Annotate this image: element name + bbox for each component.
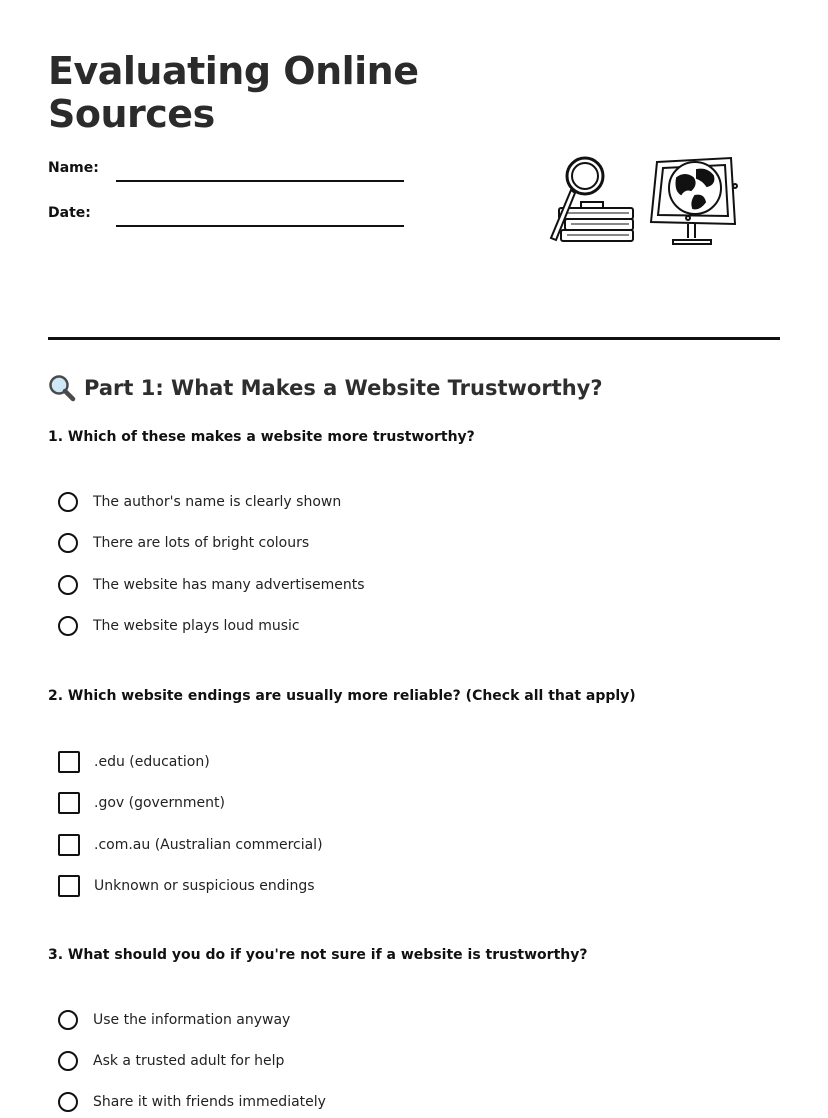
checkbox[interactable] (58, 792, 80, 814)
part-1-title (48, 374, 603, 402)
question-2: 2. Which website endings are usually more reliable? (Check all that apply) (48, 688, 636, 704)
option-label: Share it with friends immediately (93, 1094, 326, 1110)
radio-button[interactable] (58, 533, 78, 553)
title-line-1: Evaluating Online (48, 49, 419, 93)
q2-option-3[interactable] (58, 834, 323, 856)
option-label: The website has many advertisements (93, 577, 365, 593)
section-divider (48, 337, 780, 340)
q3-option-3[interactable] (58, 1092, 326, 1112)
radio-button[interactable] (58, 575, 78, 595)
header-illustration (545, 150, 745, 250)
question-3: 3. What should you do if you're not sure if a website is trustworthy? (48, 947, 588, 963)
magnifying-glass-icon (48, 374, 76, 402)
q3-option-1[interactable] (58, 1010, 290, 1030)
computer-monitor-globe-icon (651, 158, 737, 244)
option-label: Unknown or suspicious endings (94, 878, 315, 894)
date-label: Date: (48, 205, 91, 221)
radio-button[interactable] (58, 1010, 78, 1030)
date-line[interactable] (116, 225, 404, 227)
q2-option-4[interactable] (58, 875, 315, 897)
option-label: Use the information anyway (93, 1012, 291, 1028)
option-label: The author's name is clearly shown (93, 494, 342, 510)
option-label: There are lots of bright colours (93, 535, 310, 551)
question-1: 1. Which of these makes a website more trustworthy? (48, 429, 475, 445)
checkbox[interactable] (58, 751, 80, 773)
title-line-2: Sources (48, 92, 215, 136)
q1-option-3[interactable] (58, 575, 365, 595)
radio-button[interactable] (58, 616, 78, 636)
checkbox[interactable] (58, 875, 80, 897)
page-title (48, 50, 468, 136)
option-label: The website plays loud music (93, 618, 300, 634)
q3-option-2[interactable] (58, 1051, 284, 1071)
q1-option-2[interactable] (58, 533, 309, 553)
checkbox[interactable] (58, 834, 80, 856)
option-label: .gov (government) (94, 795, 225, 811)
book-stack-icon (559, 208, 633, 241)
radio-button[interactable] (58, 1051, 78, 1071)
q2-option-1[interactable] (58, 751, 210, 773)
radio-button[interactable] (58, 1092, 78, 1112)
q1-option-1[interactable] (58, 492, 341, 512)
name-label: Name: (48, 160, 99, 176)
option-label: Ask a trusted adult for help (93, 1053, 285, 1069)
q1-option-4[interactable] (58, 616, 300, 636)
name-line[interactable] (116, 180, 404, 182)
q2-option-2[interactable] (58, 792, 225, 814)
radio-button[interactable] (58, 492, 78, 512)
option-label: .edu (education) (94, 754, 210, 770)
part-1-title-text: Part 1: What Makes a Website Trustworthy? (84, 376, 603, 400)
option-label: .com.au (Australian commercial) (94, 837, 323, 853)
